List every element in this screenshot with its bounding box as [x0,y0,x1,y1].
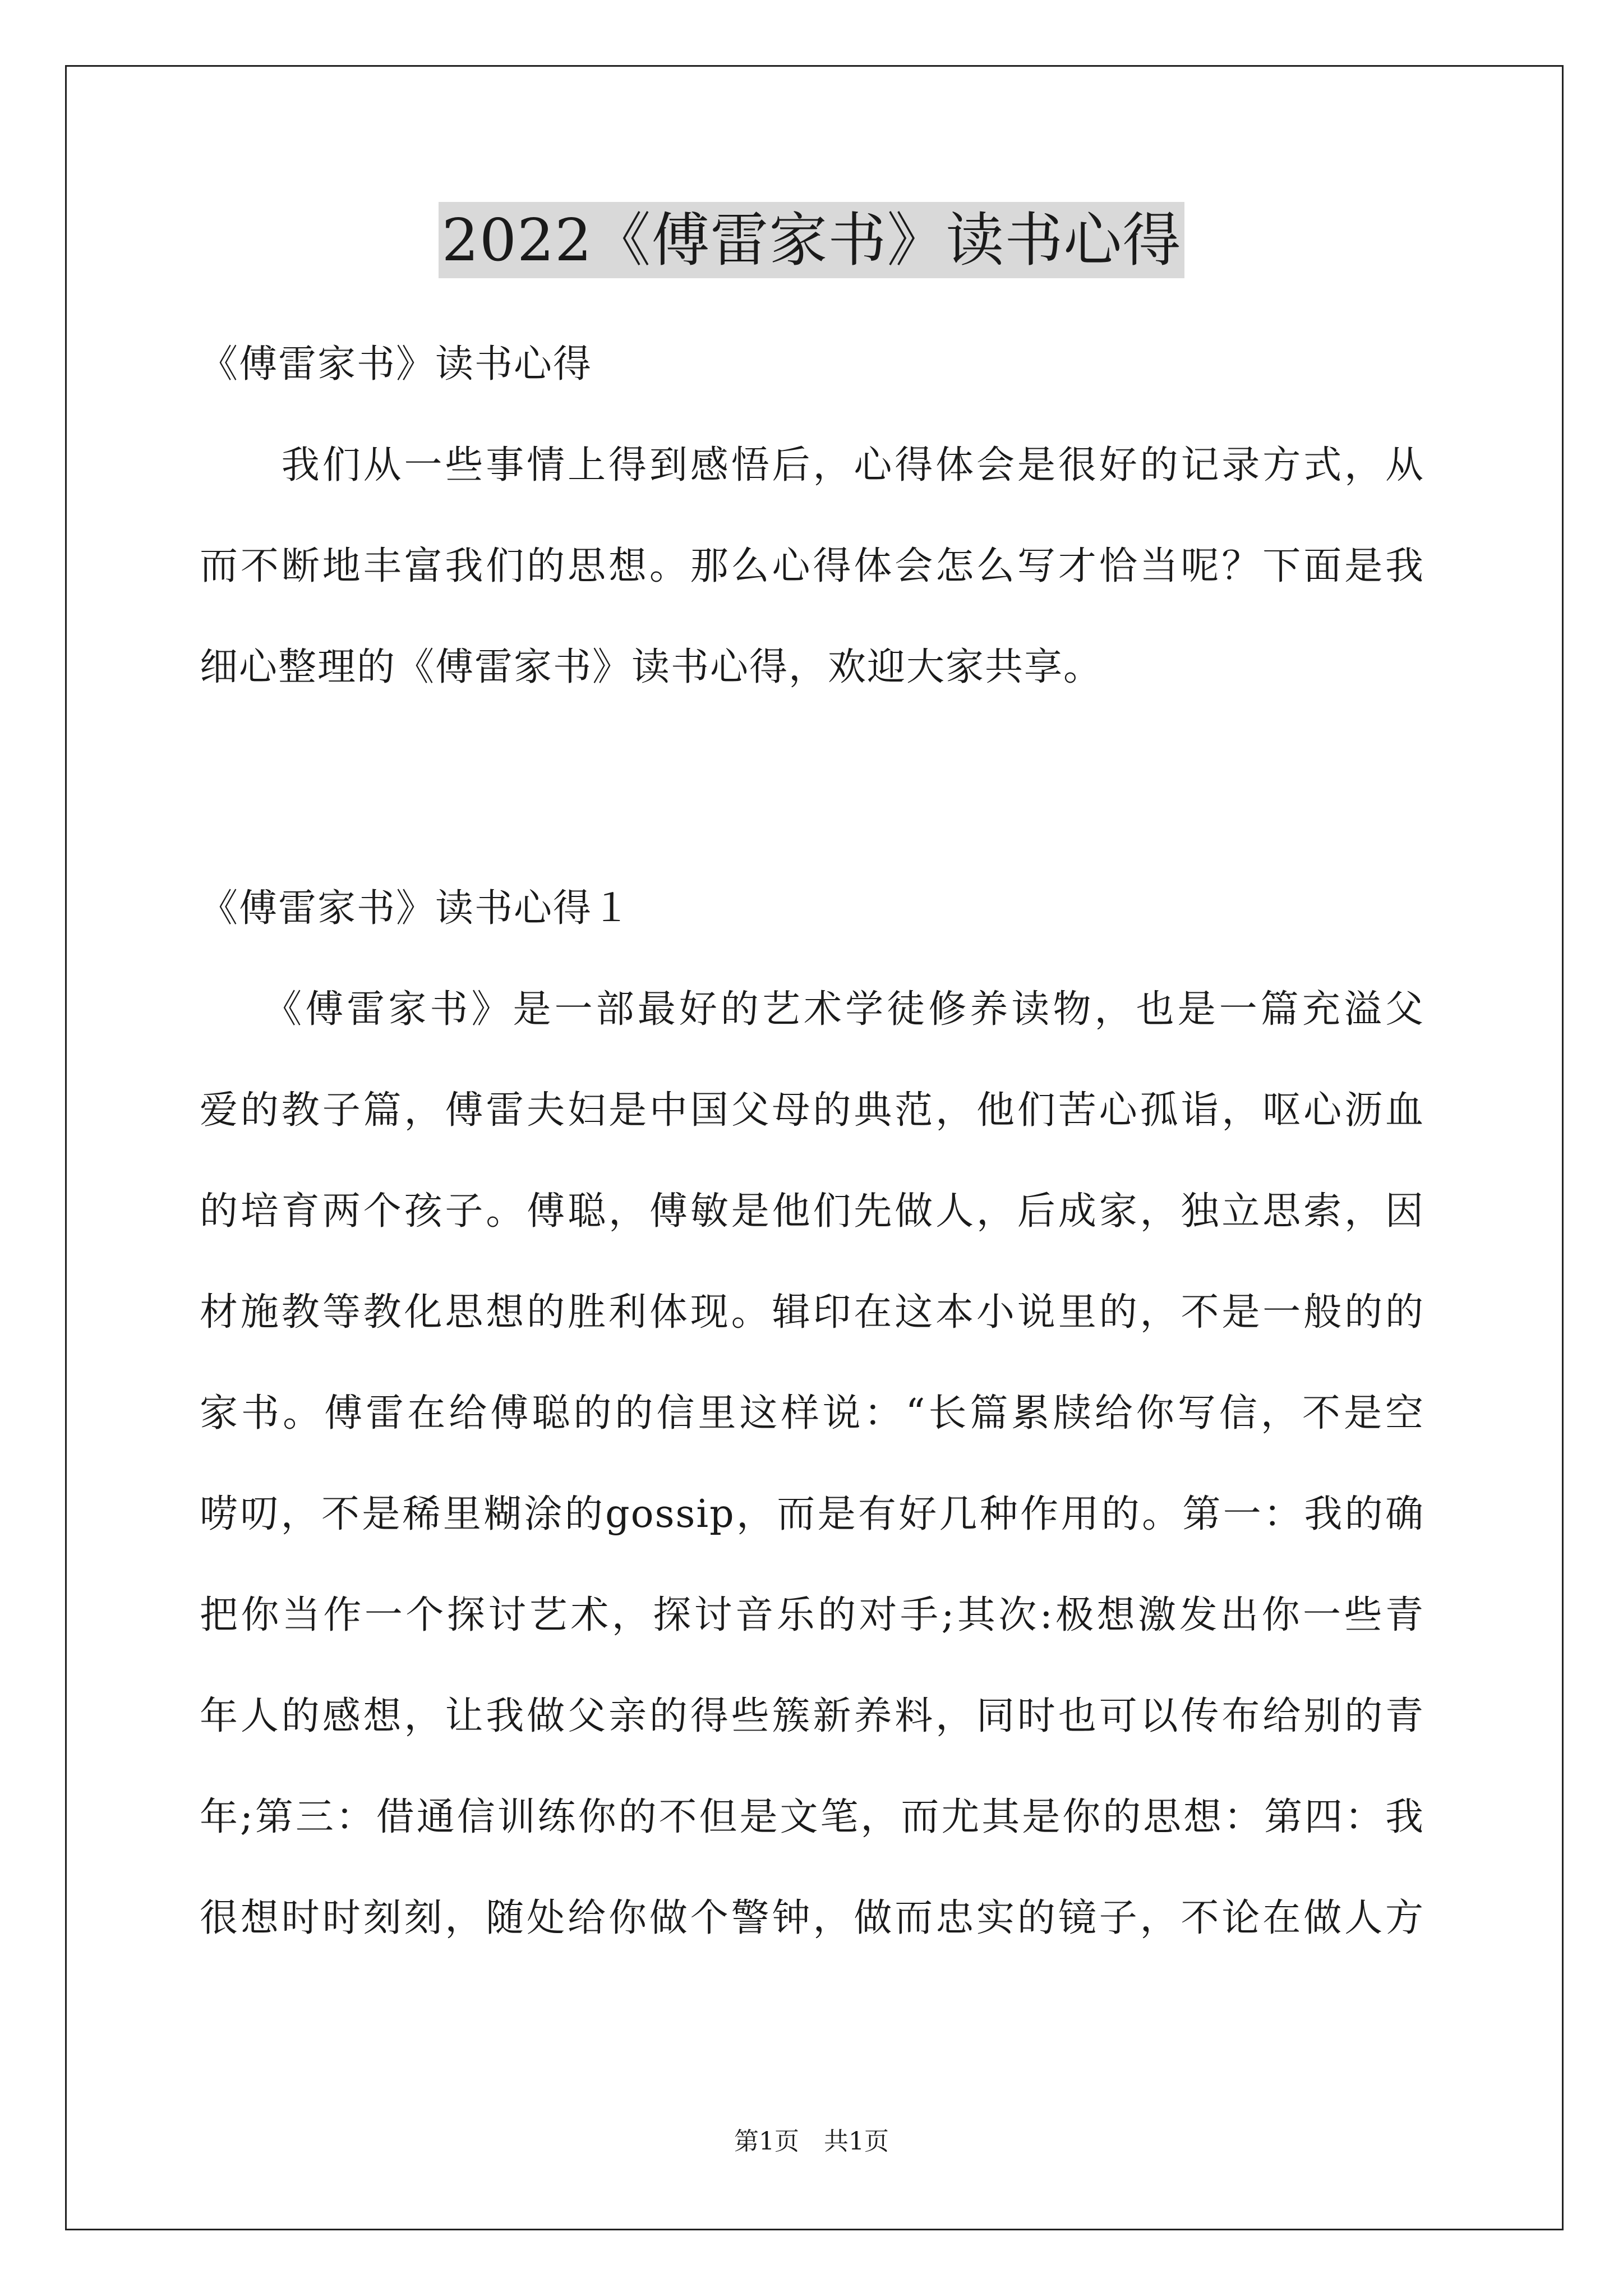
section-line: 《傅雷家书》是一部最好的艺术学徒修养读物，也是一篇充溢父 [200,987,1424,1032]
document-subtitle: 《傅雷家书》读书心得 [200,342,593,386]
document-title: 2022《傅雷家书》读书心得 [439,202,1185,278]
section-line: 年;第三：借通信训练你的不但是文笔，而尤其是你的思想：第四：我 [200,1795,1424,1839]
title-container [0,202,1623,278]
intro-line: 我们从一些事情上得到感悟后，心得体会是很好的记录方式，从 [200,443,1424,487]
section-line: 年人的感想，让我做父亲的得些簇新养料，同时也可以传布给别的青 [200,1694,1424,1738]
section-line: 的培育两个孩子。傅聪，傅敏是他们先做人，后成家，独立思索，因 [200,1189,1424,1234]
page-footer: 第1页 共1页 [734,2127,889,2156]
section-line: 爱的教子篇，傅雷夫妇是中国父母的典范，他们苦心孤诣，呕心沥血 [200,1088,1424,1133]
section-line: 把你当作一个探讨艺术，探讨音乐的对手;其次:极想激发出你一些青 [200,1593,1424,1637]
intro-line: 细心整理的《傅雷家书》读书心得，欢迎大家共享。 [200,645,1103,689]
section-line: 唠叨，不是稀里糊涂的gossip，而是有好几种作用的。第一：我的确 [200,1492,1424,1536]
section-line: 家书。傅雷在给傅聪的的信里这样说：“长篇累牍给你写信，不是空 [200,1391,1424,1435]
section-heading: 《傅雷家书》读书心得１ [200,886,632,931]
section-line: 材施教等教化思想的胜利体现。辑印在这本小说里的，不是一般的的 [200,1290,1424,1335]
intro-line: 而不断地丰富我们的思想。那么心得体会怎么写才恰当呢？下面是我 [200,544,1424,588]
section-line: 很想时时刻刻，随处给你做个警钟，做而忠实的镜子，不论在做人方 [200,1896,1424,1940]
